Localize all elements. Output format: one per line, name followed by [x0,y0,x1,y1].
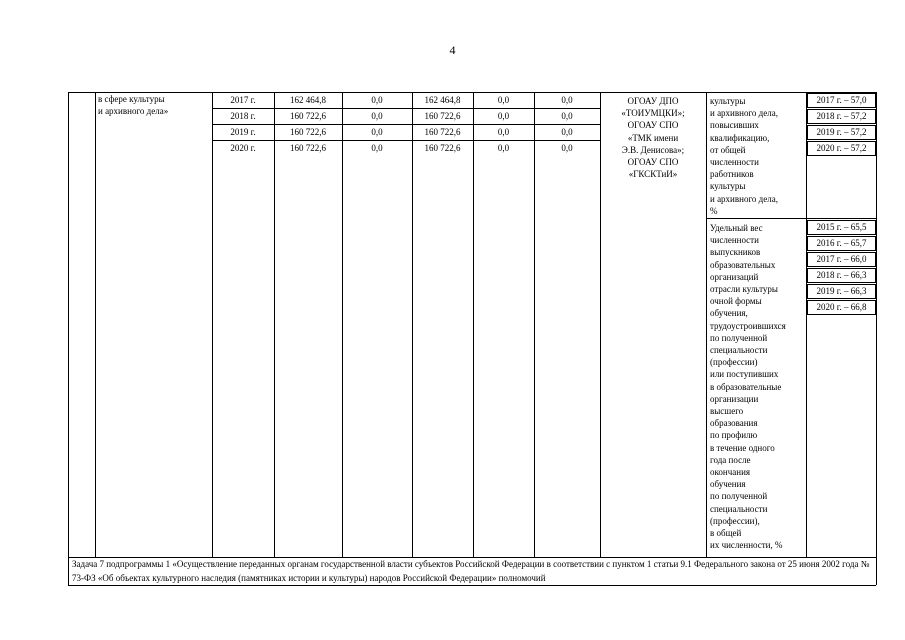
col-divider [534,92,535,557]
indicator-1-description [710,95,778,217]
indicator-line: образовательных [710,259,776,270]
executor-line: «ТМК имени [627,132,679,143]
executor-line: ОГОАУ СПО [627,157,679,168]
executor-line: «ТОИУМЦКИ»; [621,108,685,119]
task-description: Задача 7 подпрограммы 1 «Осуществление переданных органам государственной власти субъектов Российской Федерации в соответствии с пунктом 1 статьи 9.1 Федерального закона от 25 июня 2002 года № 73-ФЗ «Об объектах культурного наследия (памятниках истории и культуры) народов Российской Федерации» полномочий [72,559,870,583]
indicator-line: от общей [710,144,746,155]
indicator-line: выпускников [710,247,761,258]
indicator-line: (профессии) [710,357,758,368]
row-divider [212,140,600,141]
indicator-1-value: 2018 г. – 57,2 [807,109,876,124]
executor-line: ОГОАУ СПО [627,120,679,131]
indicator-line: % [710,205,718,216]
other-cell: 0,0 [561,95,573,105]
indicator-line: их численности, % [710,540,783,551]
indicator-line: и архивного дела, [710,193,778,204]
federal-cell: 0,0 [371,127,383,137]
table-border-top [68,92,876,93]
indicator-line: повысивших [710,120,759,131]
program-name-line: в сфере культуры [98,94,165,104]
indicator-line: обучения [710,479,746,490]
indicator-2-value: 2018 г. – 66,3 [807,268,876,283]
page-number: 4 [449,43,456,57]
indicator-line: численности [710,235,759,246]
federal-cell: 0,0 [371,95,383,105]
row-divider [212,108,600,109]
indicator-line: по профилю [710,430,758,441]
regional-cell: 160 722,6 [424,143,461,153]
indicator-line: работников [710,169,754,180]
executors [600,95,706,180]
year-cell: 2017 г. [230,95,256,105]
indicator-2-value: 2015 г. – 65,5 [807,220,876,235]
indicator-line: культуры [710,96,746,106]
program-name [98,93,168,117]
budget-table [68,92,876,585]
other-cell: 0,0 [561,127,573,137]
col-divider [706,92,707,557]
indicator-line: обучения, [710,308,748,319]
indicator-line: окончания [710,467,751,478]
table-border-left [68,92,69,585]
program-name-line: и архивного дела» [98,106,169,116]
indicator-line: организации [710,393,759,404]
indicator-line: отрасли культуры [710,284,778,295]
indicator-2-value: 2017 г. – 66,0 [807,252,876,267]
indicator-line: численности [710,157,759,168]
indicator-line: (профессии), [710,515,760,526]
indicator-line: трудоустроившихся [710,320,786,331]
indicator-2-value: 2019 г. – 66,3 [807,284,876,299]
col-divider [212,92,213,557]
indicator-1-value: 2017 г. – 57,0 [807,93,876,108]
year-cell: 2020 г. [230,143,256,153]
table-border-bottom [68,585,876,586]
other-cell: 0,0 [561,143,573,153]
total-cell: 162 464,8 [290,95,326,105]
col-divider [412,92,413,557]
indicator-line: высшего [710,406,744,417]
executor-line: ОГОАУ ДПО [627,96,679,106]
indicator-line: специальности [710,503,768,514]
regional-cell: 160 722,6 [424,127,461,137]
row-divider [212,124,600,125]
col-divider [274,92,275,557]
indicator-line: в общей [710,528,742,539]
indicator-line: специальности [710,345,768,356]
indicator-line: в течение одного [710,442,775,453]
indicator-line: года после [710,454,751,465]
col-divider [473,92,474,557]
indicator-line: по полученной [710,491,768,502]
indicator-line: культуры [710,181,746,192]
year-cell: 2019 г. [230,127,256,137]
indicator-1-value: 2019 г. – 57,2 [807,125,876,140]
col-divider [806,92,807,557]
table-border-right [876,92,877,585]
regional-cell: 160 722,6 [424,111,461,121]
federal-cell: 0,0 [371,143,383,153]
indicator-1-value: 2020 г. – 57,2 [807,141,876,156]
year-cell: 2018 г. [230,111,256,121]
indicator-line: или поступивших [710,369,779,380]
executor-line: Э.В. Денисова»; [621,144,685,155]
municipal-cell: 0,0 [497,143,510,153]
total-cell: 160 722,6 [290,111,326,121]
indicator-line: очной формы [710,296,762,307]
municipal-cell: 0,0 [497,111,510,121]
indicator-line: и архивного дела, [710,108,778,119]
indicator-2-value: 2020 г. – 66,8 [807,300,876,315]
executor-line: «ГКСКТиИ» [628,169,678,180]
col-divider [95,92,96,557]
regional-cell: 162 464,8 [424,95,461,105]
total-cell: 160 722,6 [290,143,326,153]
indicator-line: организаций [710,271,759,282]
federal-cell: 0,0 [371,111,383,121]
municipal-cell: 0,0 [497,95,510,105]
municipal-cell: 0,0 [497,127,510,137]
indicator-line: в образовательные [710,381,782,392]
other-cell: 0,0 [561,111,573,121]
indicator-line: квалификацию, [710,132,770,143]
indicator-2-description [710,222,786,551]
indicator-2-value: 2016 г. – 65,7 [807,236,876,251]
indicator-line: образования [710,418,758,429]
total-cell: 160 722,6 [290,127,326,137]
indicator-line: Удельный вес [710,223,763,233]
indicator-line: по полученной [710,332,768,343]
indicator-divider [706,218,876,219]
col-divider [342,92,343,557]
